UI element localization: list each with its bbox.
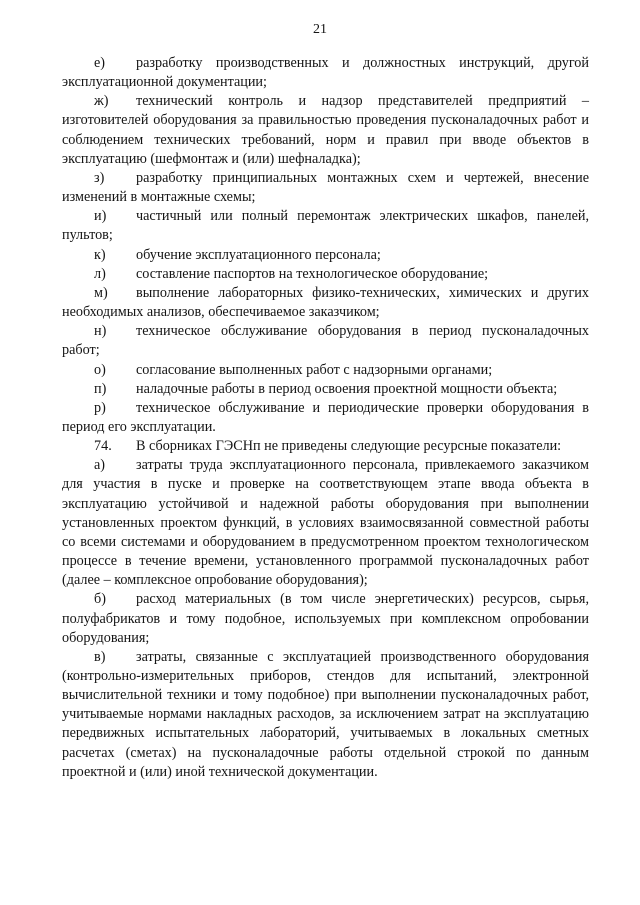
list-item-v [62, 648, 589, 782]
list-marker: а) [94, 457, 106, 474]
clause-74 [62, 437, 589, 456]
list-marker: ж) [94, 93, 109, 110]
list-item-text: частичный или полный перемонтаж электрических шкафов, панелей, пультов; [62, 208, 589, 244]
list-item-e [62, 54, 589, 92]
list-item-o [62, 361, 589, 380]
list-item-text: затраты, связанные с эксплуатацией производственного оборудования (контрольно-измерительных приборов, стендов для испытаний, электронной вычислительной техники и тому подобное) при выполнении пусконаладочных работ, учитываемые нормами накладных расходов, за исключением затрат на эксплуатацию передвижных испытательных лабораторий, учитываемых в локальных сметных расчетах (сметах) на пусконаладочные работы отдельной строкой по данным проектной и (или) иной технической документации. [62, 648, 589, 780]
list-marker: л) [94, 265, 106, 282]
list-marker: в) [94, 648, 106, 665]
page-number: 21 [313, 22, 327, 37]
list-item-text: выполнение лабораторных физико-технических, химических и других необходимых анализов, обеспечиваемое заказчиком; [62, 284, 589, 321]
list-item-text: техническое обслуживание оборудования в период пусконаладочных работ; [62, 323, 589, 359]
list-item-n [62, 322, 589, 360]
document-body [62, 54, 589, 782]
list-marker: м) [94, 284, 108, 301]
list-item-text: расход материальных (в том числе энергетических) ресурсов, сырья, полуфабрикатов и тому подобное, используемых при комплексном опробовании оборудования; [62, 591, 589, 646]
list-item-text: составление паспортов на технологическое оборудование; [136, 265, 489, 282]
list-marker: б) [94, 591, 106, 608]
list-item-k [62, 246, 589, 265]
list-marker: о) [94, 361, 106, 378]
list-item-text: наладочные работы в период освоения проектной мощности объекта; [136, 380, 558, 397]
list-item-z [62, 169, 589, 207]
list-marker: к) [94, 246, 106, 263]
list-item-p [62, 380, 589, 399]
list-item-text: согласование выполненных работ с надзорными органами; [136, 361, 493, 378]
list-item-zh [62, 92, 589, 169]
list-item-b [62, 590, 589, 647]
list-item-r [62, 399, 589, 437]
list-item-i [62, 207, 589, 245]
list-item-text: обучение эксплуатационного персонала; [136, 246, 381, 263]
list-marker: п) [94, 380, 107, 397]
list-marker: р) [94, 399, 106, 416]
clause-number: 74. [94, 438, 112, 455]
list-item-l [62, 265, 589, 284]
list-marker: з) [94, 169, 105, 186]
clause-text: В сборниках ГЭСНп не приведены следующие ресурсные показатели: [136, 438, 562, 455]
list-item-text: технический контроль и надзор представителей предприятий – изготовителей оборудования за правильностью проведения пусконаладочных работ и соблюдением технических требований, норм и правил при вводе объектов в эксплуатацию (шефмонтаж и (или) шефналадка); [62, 93, 589, 167]
list-marker: и) [94, 208, 107, 225]
list-marker: н) [94, 323, 107, 340]
list-item-a [62, 456, 589, 590]
list-item-text: техническое обслуживание и периодические проверки оборудования в период его эксплуатации. [62, 399, 589, 435]
list-item-text: затраты труда эксплуатационного персонала, привлекаемого заказчиком для участия в пуске и проверке на соответствующем этапе ввода объекта в эксплуатацию устойчивой и надежной работы оборудования при выполнении установленных проектом функций, в условиях взаимосвязанной совместной работы со всеми системами и оборудованием в предусмотренном проектом технологическом процессе в течение времени, установленного программой пусконаладочных работ (далее – комплексное опробование оборудования); [62, 457, 589, 589]
list-item-text: разработку принципиальных монтажных схем и чертежей, внесение изменений в монтажные схемы; [62, 169, 589, 206]
list-item-m [62, 284, 589, 322]
list-marker: е) [94, 55, 106, 71]
list-item-text: разработку производственных и должностных инструкций, другой эксплуатационной документации; [62, 55, 589, 91]
